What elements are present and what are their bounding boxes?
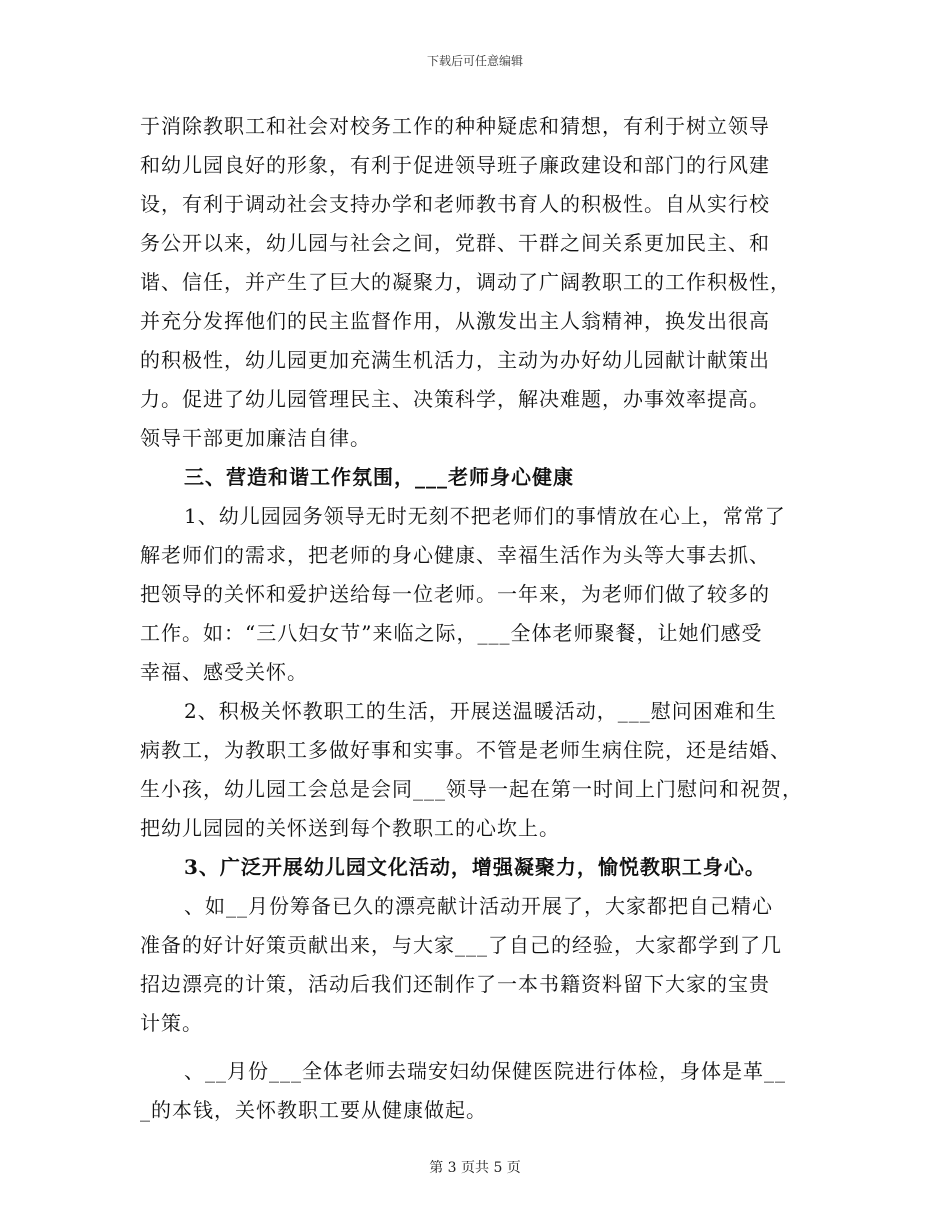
paragraph-continued: [140, 108, 820, 456]
text-line: 把幼儿园园的关怀送到每个教职工的心坎上。: [140, 816, 560, 840]
text-line: 于消除教职工和社会对校务工作的种种疑虑和猜想，有利于树立领导: [140, 114, 770, 138]
document-body: [140, 108, 820, 1128]
page-header: 下载后可任意编辑: [426, 54, 523, 68]
paragraph-activity-2: [140, 1053, 820, 1128]
text-line: 和幼儿园良好的形象，有利于促进领导班子廉政建设和部门的行风建: [140, 153, 770, 177]
text-line: 的积极性，幼儿园更加充满生机活力，主动为办好幼儿园献计献策出: [140, 348, 770, 372]
text-line: 准备的好计好策贡献出来，与大家___了自己的经验，大家都学到了几: [140, 933, 782, 957]
paragraph-activity-1: [140, 888, 820, 1041]
section-heading-3: 三、营造和谐工作氛围，___老师身心健康: [184, 465, 574, 489]
text-line: 2、积极关怀教职工的生活，开展送温暖活动，___慰问困难和生: [184, 699, 777, 723]
text-line: 力。促进了幼儿园管理民主、决策科学，解决难题，办事效率提高。: [140, 387, 770, 411]
text-line: 谐、信任，并产生了巨大的凝聚力，调动了广阔教职工的工作积极性，: [140, 270, 791, 294]
text-line: 设，有利于调动社会支持办学和老师教书育人的积极性。自从实行校: [140, 192, 770, 216]
text-line: 病教工，为教职工多做好事和实事。不管是老师生病住院，还是结婚、: [140, 738, 791, 762]
text-line: 幸福、感受关怀。: [140, 660, 308, 684]
paragraph-item-1: [140, 498, 820, 690]
text-line: 、如__月份筹备已久的漂亮献计活动开展了，大家都把自己精心: [184, 894, 773, 918]
text-line: 、__月份___全体老师去瑞安妇幼保健医院进行体检，身体是革__: [184, 1059, 786, 1083]
text-line: 生小孩，幼儿园工会总是会同___领导一起在第一时间上门慰问和祝贺，: [140, 777, 803, 801]
text-line: 并充分发挥他们的民主监督作用，从激发出主人翁精神，换发出很高: [140, 309, 770, 333]
text-line: 计策。: [140, 1011, 203, 1035]
paragraph-item-2: [140, 693, 820, 846]
text-line: _的本钱，关怀教职工要从健康做起。: [140, 1098, 487, 1122]
text-line: 务公开以来，幼儿园与社会之间，党群、干群之间关系更加民主、和: [140, 231, 770, 255]
section-heading-4: 3、广泛开展幼儿园文化活动，增强凝聚力，愉悦教职工身心。: [184, 855, 766, 879]
text-line: 招边漂亮的计策，活动后我们还制作了一本书籍资料留下大家的宝贵: [140, 972, 770, 996]
page-footer: 第 3 页共 5 页: [429, 1160, 521, 1176]
text-line: 工作。如：“三八妇女节”来临之际，___全体老师聚餐，让她们感受: [140, 621, 763, 645]
text-line: 1、幼儿园园务领导无时无刻不把老师们的事情放在心上，常常了: [184, 504, 786, 528]
text-line: 把领导的关怀和爱护送给每一位老师。一年来，为老师们做了较多的: [140, 582, 770, 606]
text-line: 解老师们的需求，把老师的身心健康、幸福生活作为头等大事去抓、: [140, 543, 770, 567]
text-line: 领导干部更加廉洁自律。: [140, 426, 371, 450]
